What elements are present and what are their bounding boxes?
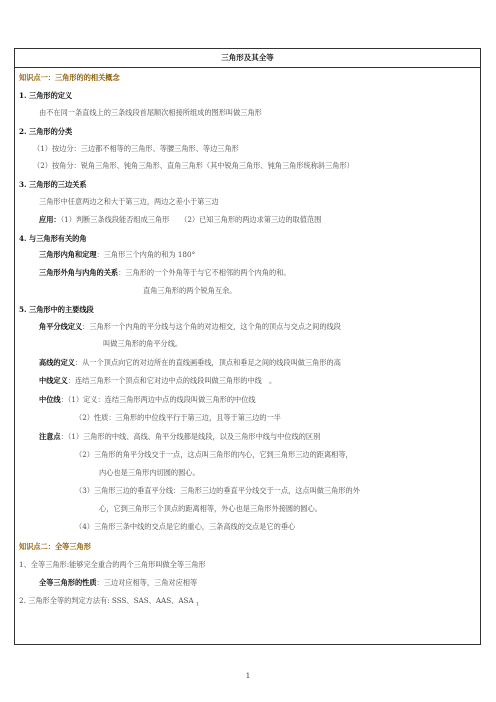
congruent-property-text: ：三边对应相等，三角对应相等 [96,578,198,587]
heading-angles: 4. 与三角形有关的角 [19,234,87,243]
note-text-4: （3）三角形三边的垂直平分线：三角形三边的垂直平分线交于一点，这点叫做三角形的外 [75,486,360,495]
angle-sum-text: ：三角形三个内角的和为 180° [96,250,196,259]
section-heading-1: 知识点一：三角形的的相关概念 [19,73,120,82]
note-text-3: 内心也是三角形内切圆的圆心。 [99,468,200,477]
right-triangle-text: 直角三角形的两个锐角互余。 [143,286,237,295]
note-text-1: ：（1）三角形的中线、高线、角平分线都是线段，以及三角形中线与中位线的区别 [60,432,321,441]
congruent-property-line [39,578,197,588]
heading-main-segments: 5. 三角形中的主要线段 [19,305,94,314]
altitude-label: 高线的定义 [39,358,75,367]
note-line-1 [39,432,320,442]
classification-by-angle: （2）按角分：锐角三角形、钝角三角形、直角三角形（其中锐角三角形、钝角三角形统称斜三角形） [33,161,354,170]
heading-side-relation: 3. 三角形的三边关系 [19,180,87,189]
note-text-2: （2）三角形的角平分线交于一点，这点叫三角形的内心，它到三角形三边的距离相等， [75,450,353,459]
congruent-property-label: 全等三角形的性质 [39,578,97,587]
midline-property: （2）性质：三角形的中位线平行于第三边，且等于第三边的一半 [75,413,281,422]
side-relation-text: 三角形中任意两边之和大于第三边，两边之差小于第三边 [39,197,219,206]
exterior-angle-line [39,268,291,278]
note-text-5: 心，它到三角形三个顶点的距离相等，外心也是三角形外接圆的圆心。 [99,504,322,513]
page-number: 1 [245,672,251,680]
altitude-line [39,358,341,368]
heading-classification: 2. 三角形的分类 [19,127,73,136]
exterior-angle-text: ：三角形的一个外角等于与它不相邻的两个内角的和。 [118,268,291,277]
application-label: 应用： [39,215,61,224]
definition-text: 由不在同一条直线上的三条线段首尾顺次相接所组成的图形叫做三角形 [39,108,262,117]
criteria-footnote-mark: 1 [195,601,200,608]
median-text: ：连结三角形一个顶点和它对边中点的线段叫做三角形的中线 。 [67,376,277,385]
bisector-label: 角平分线定义 [39,322,83,331]
angle-sum-line [39,250,195,260]
angle-sum-label: 三角形内角和定理 [39,250,97,259]
side-relation-application [39,215,321,225]
application-text: （1）判断三条线段能否组成三角形 （2）已知三角形的两边求第三边的取值范围 [60,215,322,224]
median-line [39,376,276,386]
congruence-criteria-line [19,596,199,609]
bisector-text-cont: 叫做三角形的角平分线。 [103,339,183,348]
congruence-criteria: 2. 三角形全等的判定方法有: SSS、SAS、AAS、ASA [19,596,194,605]
congruent-definition: 1、全等三角形:能够完全重合的两个三角形叫做全等三角形 [19,560,206,569]
section-heading-2: 知识点二：全等三角形 [19,542,91,551]
page-title: 三角形及其全等 [15,49,480,68]
note-text-6: （4）三角形三条中线的交点是它的重心，三条高线的交点是它的垂心 [75,522,296,531]
content-table [14,48,481,645]
midline-label: 中位线 [39,395,61,404]
bisector-line [39,322,341,332]
note-label: 注意点 [39,432,61,441]
midline-definition: ：（1）定义：连结三角形两边中点的线段叫做三角形的中位线 [60,395,256,404]
classification-by-side: （1）按边分：三边都不相等的三角形、等腰三角形、等边三角形 [33,144,239,153]
exterior-angle-label: 三角形外角与内角的关系 [39,268,119,277]
median-label: 中线定义 [39,376,68,385]
bisector-text: ：三角形一个内角的平分线与这个角的对边相交，这个角的顶点与交点之间的线段 [82,322,341,331]
altitude-text: ：从一个顶点向它的对边所在的直线画垂线，顶点和垂足之间的线段叫做三角形的高 [74,358,341,367]
midline-line [39,395,256,405]
heading-definition: 1. 三角形的定义 [19,91,73,100]
